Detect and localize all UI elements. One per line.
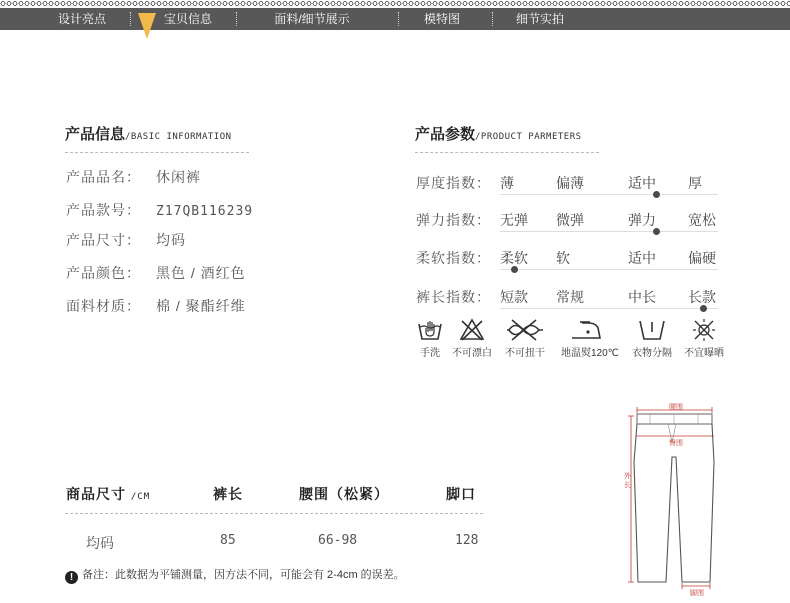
care-label: 手洗 [420, 348, 440, 359]
care-no-wring [500, 318, 550, 359]
info-value: 黑色 / 酒红色 [156, 265, 246, 281]
care-separate-wash [627, 318, 677, 359]
active-indicator-arrow [138, 13, 156, 39]
size-cell-size: 均码 [86, 535, 114, 551]
product-info-title [65, 123, 232, 144]
label-length: 外长 [624, 473, 631, 489]
size-cell-hem: 128 [455, 533, 479, 548]
decorative-border [0, 0, 790, 7]
size-cell-waist: 66-98 [318, 533, 358, 548]
info-value: 休闲裤 [156, 169, 201, 185]
care-label: 不可漂白 [452, 348, 492, 359]
care-low-iron [561, 318, 619, 359]
info-key: 产品颜色： [66, 265, 141, 281]
hand-wash-icon [417, 318, 443, 342]
param-option: 常规 [556, 289, 584, 305]
low-iron-icon [568, 318, 604, 342]
info-value: Z17QB116239 [156, 204, 254, 219]
info-key: 产品尺寸： [66, 232, 141, 248]
care-label: 衣物分隔 [632, 348, 672, 359]
param-track [500, 308, 718, 309]
nav-divider [492, 12, 493, 26]
divider [65, 152, 249, 153]
param-track [500, 194, 718, 195]
param-label: 柔软指数： [416, 250, 491, 266]
nav-model-photos[interactable]: 模特图 [423, 12, 460, 26]
info-row-sku [66, 200, 253, 220]
param-option: 柔软 [500, 250, 528, 266]
param-selected-dot [511, 266, 518, 273]
pants-outline-icon [614, 402, 734, 598]
param-option: 适中 [628, 250, 656, 266]
nav-divider [130, 12, 131, 26]
info-key: 面料材质： [66, 298, 141, 314]
param-option: 适中 [628, 175, 656, 191]
measurement-note [65, 566, 405, 584]
nav-product-info[interactable]: 宝贝信息 [163, 12, 212, 26]
size-header-text: 商品尺寸 [66, 486, 126, 502]
note-text: 备注：此数据为平铺测量，因方法不同，可能会有 2-4cm 的误差。 [82, 569, 405, 581]
param-option: 微弹 [556, 212, 584, 228]
separate-wash-icon [637, 318, 667, 342]
info-row-material [66, 296, 246, 316]
info-row-name [66, 167, 201, 187]
param-option: 弹力 [628, 212, 656, 228]
param-option: 偏薄 [556, 175, 584, 191]
nav-fabric-details[interactable]: 面料/细节展示 [274, 12, 350, 26]
info-key: 产品品名： [66, 169, 141, 185]
product-info-title-cn: 产品信息 [65, 126, 126, 143]
param-track [500, 269, 718, 270]
size-cell-length: 85 [220, 533, 236, 548]
parameters-title [415, 123, 582, 144]
no-sun-icon [691, 318, 717, 342]
param-option: 无弹 [500, 212, 528, 228]
param-selected-dot [653, 191, 660, 198]
nav-divider [236, 12, 237, 26]
param-label: 裤长指数： [416, 289, 491, 305]
top-nav [0, 8, 790, 30]
nav-detail-photos[interactable]: 细节实拍 [515, 12, 564, 26]
param-option: 短款 [500, 289, 528, 305]
label-waist: 腰围 [669, 404, 683, 411]
no-bleach-icon [459, 318, 485, 342]
size-table-header-length: 裤长 [213, 486, 243, 502]
param-option: 长款 [688, 289, 716, 305]
info-row-size [66, 230, 186, 250]
param-option: 宽松 [688, 212, 716, 228]
param-selected-dot [700, 305, 707, 312]
info-value: 均码 [156, 232, 186, 248]
param-selected-dot [653, 228, 660, 235]
size-table-header-name [66, 484, 150, 504]
param-option: 中长 [628, 289, 656, 305]
care-no-sun [679, 318, 729, 359]
care-label: 不宜曝晒 [684, 348, 724, 359]
parameters-title-en: /PRODUCT PARMETERS [475, 132, 582, 142]
divider [65, 513, 483, 514]
warning-icon: ! [65, 571, 78, 584]
param-option: 厚 [688, 175, 702, 191]
size-header-unit: /CM [130, 492, 151, 502]
size-table-header-hem: 脚口 [446, 486, 476, 502]
divider [415, 152, 599, 153]
param-option: 薄 [500, 175, 514, 191]
product-info-title-en: /BASIC INFORMATION [125, 132, 232, 142]
nav-design-highlights[interactable]: 设计亮点 [57, 12, 106, 26]
care-label: 地温熨120℃ [561, 348, 619, 359]
no-wring-icon [505, 318, 545, 342]
parameters-title-cn: 产品参数 [415, 126, 476, 143]
param-option: 偏硬 [688, 250, 716, 266]
care-no-bleach [447, 318, 497, 359]
param-track [500, 231, 718, 232]
param-option: 软 [556, 250, 570, 266]
care-label: 不可扭干 [505, 348, 545, 359]
param-label: 弹力指数： [416, 212, 491, 228]
param-label: 厚度指数： [416, 175, 491, 191]
info-value: 棉 / 聚酯纤维 [156, 298, 246, 314]
label-hem: 脚围 [690, 590, 704, 597]
info-key: 产品款号： [66, 202, 141, 218]
pants-diagram [614, 402, 734, 603]
label-hip: 臀围 [669, 440, 683, 447]
info-row-color [66, 263, 246, 283]
size-table-header-waist: 腰围（松紧） [299, 486, 389, 502]
nav-divider [398, 12, 399, 26]
